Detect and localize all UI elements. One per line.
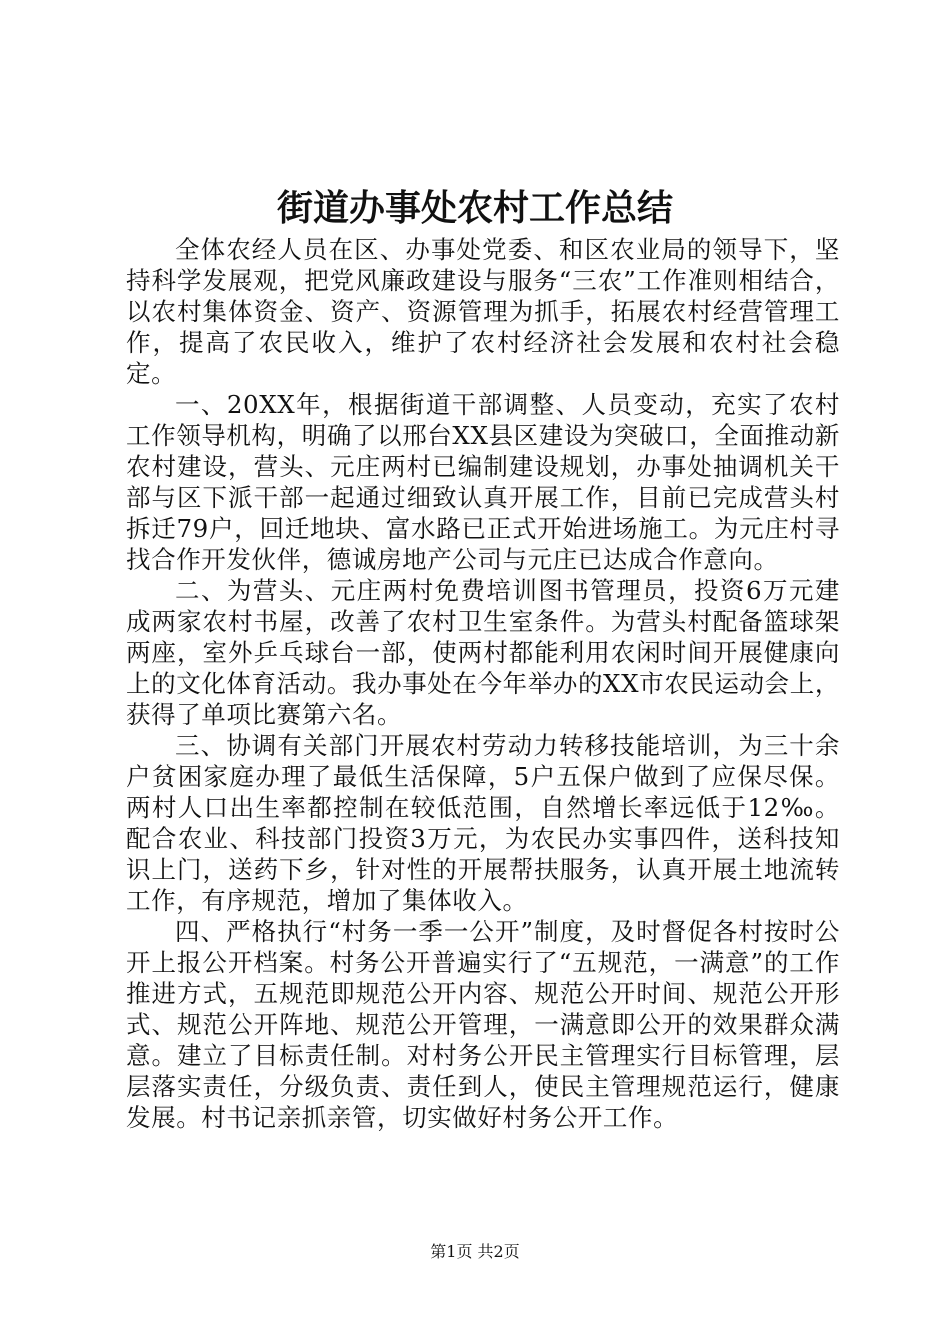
page-footer: 第1页 共2页 [430, 1242, 520, 1261]
paragraph-section-4: 四、严格执行“村务一季一公开”制度，及时督促各村按时公开上报公开档案。村务公开普遍实行了“五规范，一满意”的工作推进方式，五规范即规范公开内容、规范公开时间、规范公开形式、规范公开阵地、规范公开管理，一满意即公开的效果群众满意。建立了目标责任制。对村务公开民主管理实行目标管理，层层落实责任，分级负责、责任到人，使民主管理规范运行，健康发展。村书记亲抓亲管，切实做好村务公开工作。 [126, 917, 840, 1132]
paragraph-section-3: 三、协调有关部门开展农村劳动力转移技能培训，为三十余户贫困家庭办理了最低生活保障，5户五保户做到了应保尽保。两村人口出生率都控制在较低范围，自然增长率远低于12‰。配合农业、科技部门投资3万元，为农民办实事四件，送科技知识上门，送药下乡，针对性的开展帮扶服务，认真开展土地流转工作，有序规范，增加了集体收入。 [126, 731, 840, 915]
document-body [126, 234, 840, 1133]
document-title: 街道办事处农村工作总结 [276, 187, 673, 229]
paragraph-section-1: 一、20XX年，根据街道干部调整、人员变动，充实了农村工作领导机构，明确了以邢台XX县区建设为突破口，全面推动新农村建设，营头、元庄两村已编制建设规划，办事处抽调机关干部与区下派干部一起通过细致认真开展工作，目前已完成营头村拆迁79户，回迁地块、富水路已正式开始进场施工。为元庄村寻找合作开发伙伴，德诚房地产公司与元庄已达成合作意向。 [126, 390, 840, 574]
paragraph-intro: 全体农经人员在区、办事处党委、和区农业局的领导下，坚持科学发展观，把党风廉政建设与服务“三农”工作准则相结合，以农村集体资金、资产、资源管理为抓手，拓展农村经营管理工作，提高了农民收入，维护了农村经济社会发展和农村社会稳定。 [126, 235, 840, 388]
paragraph-section-2: 二、为营头、元庄两村免费培训图书管理员，投资6万元建成两家农村书屋，改善了农村卫生室条件。为营头村配备篮球架两座，室外乒乓球台一部，使两村都能利用农闲时间开展健康向上的文化体育活动。我办事处在今年举办的XX市农民运动会上，获得了单项比赛第六名。 [126, 576, 840, 729]
